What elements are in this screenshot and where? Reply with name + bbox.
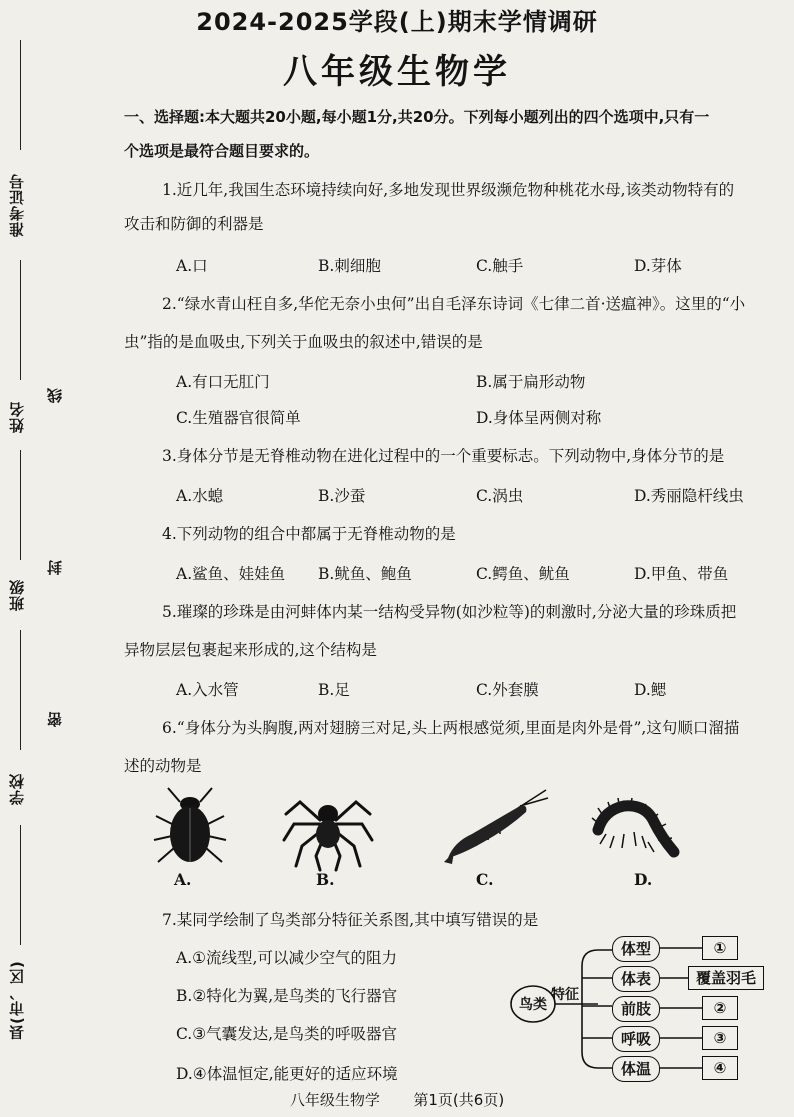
q6-stem-line1: 6.“身体分为头胸腹,两对翅膀三对足,头上两根感觉须,里面是肉外是骨”,这句顺口溜描: [162, 719, 740, 737]
q1-option-c: C.触手: [476, 257, 524, 275]
q4-option-a: A.鲨鱼、娃娃鱼: [176, 565, 286, 583]
value-box-4: ④: [702, 1056, 738, 1080]
q3-option-d: D.秀丽隐杆线虫: [634, 487, 744, 505]
q5-option-c: C.外套膜: [476, 681, 539, 699]
seal-secret-char: 密: [46, 712, 64, 727]
value-box-3: ③: [702, 1026, 738, 1050]
q3-option-a: A.水螅: [176, 487, 224, 505]
q1-option-a: A.口: [176, 257, 208, 275]
page-footer: [0, 1089, 794, 1110]
seal-line-char: 线: [46, 388, 64, 403]
q6-option-d-label: D.: [634, 870, 653, 889]
q1-option-b: B.刺细胞: [318, 257, 381, 275]
q7-option-c: C.③气囊发达,是鸟类的呼吸器官: [176, 1025, 398, 1043]
value-box-feathers: 覆盖羽毛: [688, 966, 764, 990]
q3-stem: 3.身体分节是无脊椎动物在进化过程中的一个重要标志。下列动物中,身体分节的是: [162, 447, 725, 465]
q5-stem-line2: 异物层层包裹起来形成的,这个结构是: [124, 641, 377, 659]
bird-center-node: 鸟类: [519, 997, 547, 1013]
footer-subject: 八年级生物学: [289, 1091, 380, 1109]
q4-stem: 4.下列动物的组合中都属于无脊椎动物的是: [162, 525, 456, 543]
q3-option-c: C.涡虫: [476, 487, 524, 505]
node-body-shape: 体型: [612, 936, 660, 962]
q1-stem-line1: 1.近几年,我国生态环境持续向好,多地发现世界级濒危物种桃花水母,该类动物特有的: [162, 181, 735, 199]
q4-option-d: D.甲鱼、带鱼: [634, 565, 729, 583]
q6-stem-line2: 述的动物是: [124, 757, 202, 775]
county-label: 县(市、区): [8, 960, 26, 1040]
node-body-temperature: 体温: [612, 1056, 660, 1082]
q5-option-a: A.入水管: [176, 681, 239, 699]
q5-option-d: D.鳃: [634, 681, 667, 699]
q7-option-b: B.②特化为翼,是鸟类的飞行器官: [176, 987, 398, 1005]
q1-stem-line2: 攻击和防御的利器是: [124, 215, 264, 233]
school-label: 学校: [8, 773, 26, 805]
q6-option-c-label: C.: [476, 870, 494, 889]
q7-option-d: D.④体温恒定,能更好的适应环境: [176, 1065, 398, 1083]
exam-title: 2024-2025学段(上)期末学情调研: [196, 8, 598, 36]
q5-stem-line1: 5.璀璨的珍珠是由河蚌体内某一结构受异物(如沙粒等)的刺激时,分泌大量的珍珠质把: [162, 603, 737, 621]
q2-stem-line2: 虫”指的是血吸虫,下列关于血吸虫的叙述中,错误的是: [124, 333, 483, 351]
node-body-surface: 体表: [612, 966, 660, 992]
q3-option-b: B.沙蚕: [318, 487, 366, 505]
q1-option-d: D.芽体: [634, 257, 682, 275]
node-forelimb: 前肢: [612, 996, 660, 1022]
q2-option-d: D.身体呈两侧对称: [476, 409, 602, 427]
q4-option-b: B.鱿鱼、鲍鱼: [318, 565, 412, 583]
exam-number-label: 准考证号: [8, 173, 26, 237]
q2-option-c: C.生殖器官很简单: [176, 409, 301, 427]
q4-option-c: C.鳄鱼、鱿鱼: [476, 565, 570, 583]
section-heading-line2: 个选项是最符合题目要求的。: [124, 142, 320, 160]
q5-option-b: B.足: [318, 681, 350, 699]
q6-option-a-label: A.: [174, 870, 192, 889]
seal-seal-char: 封: [46, 560, 64, 575]
q2-stem-line1: 2.“绿水青山枉自多,华佗无奈小虫何”出自毛泽东诗词《七律二首·送瘟神》。这里的“小: [162, 295, 746, 313]
section-heading-line1: 一、选择题:本大题共20小题,每小题1分,共20分。下列每小题列出的四个选项中,只有一: [124, 108, 710, 126]
q7-stem: 7.某同学绘制了鸟类部分特征关系图,其中填写错误的是: [162, 911, 539, 929]
q6-option-b-label: B.: [316, 870, 335, 889]
value-box-2: ②: [702, 996, 738, 1020]
name-label: 姓名: [8, 401, 26, 433]
feature-edge-label: 特征: [551, 987, 579, 1003]
class-label: 班级: [8, 579, 26, 611]
q2-option-a: A.有口无肛门: [176, 373, 270, 391]
q2-option-b: B.属于扁形动物: [476, 373, 586, 391]
q7-option-a: A.①流线型,可以减少空气的阻力: [176, 949, 397, 967]
node-respiration: 呼吸: [612, 1026, 660, 1052]
value-box-1: ①: [702, 936, 738, 960]
subject-title: 八年级生物学: [283, 52, 511, 92]
footer-page-number: 第1页(共6页): [413, 1091, 505, 1109]
